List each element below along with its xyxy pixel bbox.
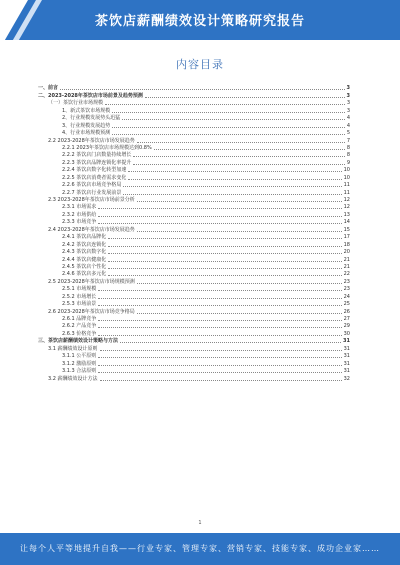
toc-dot-leader <box>100 349 342 351</box>
toc-entry[interactable] <box>38 316 350 323</box>
toc-dot-leader <box>98 319 341 321</box>
toc-entry[interactable] <box>38 226 350 233</box>
toc-entry[interactable] <box>38 115 350 122</box>
toc-dot-leader <box>128 170 341 172</box>
toc-entry[interactable] <box>38 278 350 285</box>
toc-entry-page: 31 <box>343 360 350 367</box>
toc-dot-leader <box>128 178 341 180</box>
toc-entry-page: 10 <box>343 167 350 174</box>
toc-entry-page: 25 <box>343 301 350 308</box>
toc-dot-leader <box>98 215 341 217</box>
toc-dot-leader <box>154 148 345 150</box>
footer-slogan: 让每个人平等地提升自我——行业专家、管理专家、营销专家、技能专家、成功企业家…… <box>20 544 380 553</box>
toc-entry[interactable] <box>38 100 350 107</box>
toc-entry[interactable] <box>38 323 350 330</box>
toc-entry-title: 2.5 2023-2028年茶饮店市场规模预测 <box>48 278 135 285</box>
toc-entry-page: 27 <box>343 316 350 322</box>
toc-entry-title: 2.2.2 茶饮店门店数量持续增长 <box>62 152 132 159</box>
toc-entry-title: 2.5.2 市场增长 <box>62 293 97 300</box>
toc-dot-leader <box>145 96 345 98</box>
toc-entry[interactable] <box>38 107 350 114</box>
toc-entry-page: 11 <box>343 189 350 196</box>
toc-entry-page: 20 <box>343 249 350 256</box>
toc-entry[interactable] <box>38 241 350 248</box>
toc-entry[interactable] <box>38 219 350 226</box>
toc-dot-leader <box>98 326 341 328</box>
toc-dot-leader <box>137 230 342 232</box>
toc-entry-title: 2.2.4 茶饮店数字化转型加速 <box>62 167 127 174</box>
toc-entry-page: 3 <box>346 85 350 92</box>
toc-entry-title: 2.3 2023-2028年茶饮店市场前景分析 <box>48 197 135 203</box>
toc-entry[interactable] <box>38 375 350 382</box>
toc-entry-title: 2.4.1 茶饮店品牌化 <box>62 234 107 241</box>
toc-entry-title: 三、茶饮店薪酬绩效设计策略与方法 <box>38 338 119 345</box>
toc-dot-leader <box>137 282 342 284</box>
toc-dot-leader <box>112 133 345 135</box>
toc-entry-title: 4、行业市场规模预测 <box>62 130 111 137</box>
toc-entry-page: 18 <box>343 241 350 248</box>
toc-dot-leader <box>112 111 345 113</box>
toc-entry[interactable] <box>38 189 350 196</box>
toc-dot-leader <box>100 379 342 381</box>
toc-entry[interactable] <box>38 286 350 293</box>
toc-entry[interactable] <box>38 264 350 271</box>
toc-entry[interactable] <box>38 152 350 159</box>
toc-entry-page: 29 <box>343 323 350 330</box>
toc-entry-page: 22 <box>343 271 350 278</box>
page-number: 1 <box>198 520 202 526</box>
toc-dot-leader <box>123 185 341 187</box>
toc-entry-title: 2.3.3 市场竞争 <box>62 219 97 226</box>
toc-entry-page: 31 <box>343 345 350 352</box>
toc-entry-page: 3 <box>346 107 350 114</box>
toc-entry-title: 2.4.3 茶饮店数字化 <box>62 249 107 256</box>
toc-entry-title: 2.4.5 茶饮店个性化 <box>62 263 107 270</box>
toc-entry-page: 4 <box>346 115 350 122</box>
toc-entry[interactable] <box>38 211 350 218</box>
toc-dot-leader <box>98 207 341 209</box>
toc-entry[interactable] <box>38 249 350 256</box>
toc-dot-leader <box>112 126 345 128</box>
toc-entry-title: 2.2.5 茶饮店消费者需求变化 <box>62 174 127 181</box>
toc-dot-leader <box>108 252 341 254</box>
toc-entry-page: 26 <box>343 308 350 315</box>
toc-entry-page: 32 <box>343 375 350 382</box>
toc-entry-page: 21 <box>343 256 350 263</box>
toc-entry[interactable] <box>38 92 350 99</box>
toc-dot-leader <box>105 103 345 105</box>
toc-entry[interactable] <box>38 338 350 345</box>
toc-entry-title: 1、新式茶饮市场规模 <box>62 107 111 114</box>
toc-entry-title: 2、行业规模发展势头迅猛 <box>62 115 121 122</box>
toc-dot-leader <box>98 297 341 299</box>
toc-entry-title: 2.5.1 市场规模 <box>62 286 97 293</box>
toc-entry[interactable] <box>38 85 350 92</box>
toc-entry-title: 2.6.3 价格竞争 <box>62 330 97 337</box>
table-of-contents <box>38 85 350 383</box>
toc-dot-leader <box>108 260 341 262</box>
toc-entry-title: 2.5.3 市场前景 <box>62 301 97 308</box>
toc-entry-title: （一）茶饮行业市场规模 <box>48 100 104 107</box>
toc-entry-title: 3、行业规模发展趋势 <box>62 122 111 129</box>
toc-entry-page: 4 <box>346 122 350 129</box>
toc-entry-page: 17 <box>343 234 350 241</box>
toc-entry-title: 2.6.1 品牌竞争 <box>62 316 97 322</box>
toc-entry[interactable] <box>38 159 350 166</box>
toc-entry[interactable] <box>38 204 350 211</box>
toc-entry-page: 5 <box>346 130 350 137</box>
toc-entry[interactable] <box>38 174 350 181</box>
toc-entry-page: 31 <box>343 338 350 345</box>
toc-dot-leader <box>108 237 341 239</box>
toc-entry[interactable] <box>38 256 350 263</box>
toc-heading: 内容目录 <box>176 58 224 71</box>
toc-dot-leader <box>123 193 341 195</box>
toc-dot-leader <box>98 371 341 373</box>
toc-entry[interactable] <box>38 360 350 367</box>
toc-entry-page: 3 <box>346 92 350 99</box>
toc-entry[interactable] <box>38 122 350 129</box>
toc-dot-leader <box>137 141 345 143</box>
toc-entry-title: 2.2.1 2023年茶饮店市场规模达到0.8% <box>62 144 152 151</box>
toc-entry-page: 9 <box>346 159 350 166</box>
toc-entry[interactable] <box>38 293 350 300</box>
header-banner <box>0 0 400 40</box>
toc-entry-page: 24 <box>343 293 350 300</box>
toc-entry-page: 7 <box>346 137 350 144</box>
toc-entry[interactable] <box>38 368 350 375</box>
toc-entry[interactable] <box>38 330 350 337</box>
toc-entry-page: 13 <box>343 211 350 218</box>
toc-entry-page: 8 <box>346 144 350 151</box>
toc-dot-leader <box>137 312 342 314</box>
toc-entry[interactable] <box>38 130 350 137</box>
toc-entry-page: 23 <box>343 278 350 285</box>
toc-entry-title: 2.4.2 茶饮店连锁化 <box>62 241 107 248</box>
toc-entry-title: 2.2.7 茶饮店行业发展前景 <box>62 189 122 196</box>
toc-dot-leader <box>108 245 341 247</box>
toc-entry[interactable] <box>38 145 350 152</box>
toc-entry-title: 3.2 薪酬绩效设计方法 <box>48 375 98 382</box>
toc-dot-leader <box>98 356 341 358</box>
toc-entry-page: 31 <box>343 353 350 360</box>
toc-dot-leader <box>98 364 341 366</box>
toc-entry-page: 30 <box>343 330 350 337</box>
document-title: 茶饮店薪酬绩效设计策略研究报告 <box>94 14 305 29</box>
toc-entry-page: 23 <box>343 286 350 293</box>
toc-dot-leader <box>137 200 342 202</box>
toc-entry-page: 3 <box>346 100 350 107</box>
toc-entry-title: 一、前言 <box>38 85 59 92</box>
toc-dot-leader <box>122 118 345 120</box>
toc-entry[interactable] <box>38 308 350 315</box>
toc-entry-title: 2.4.4 茶饮店健康化 <box>62 256 107 263</box>
toc-entry-page: 11 <box>343 182 350 189</box>
toc-dot-leader <box>120 341 341 343</box>
toc-entry-title: 2.6 2023-2028年茶饮店市场竞争格局 <box>48 308 135 315</box>
toc-entry[interactable] <box>38 197 350 204</box>
toc-entry-title: 2.2 2023-2028年茶饮店市场发展趋势 <box>48 137 135 144</box>
toc-dot-leader <box>108 274 341 276</box>
toc-entry-title: 二、2023-2028年茶饮店市场前景及趋势预测 <box>38 92 143 99</box>
toc-dot-leader <box>98 222 341 224</box>
toc-dot-leader <box>108 267 341 269</box>
toc-dot-leader <box>98 334 341 336</box>
toc-dot-leader <box>60 88 345 90</box>
toc-entry[interactable] <box>38 353 350 360</box>
toc-entry-title: 2.3.2 市场供给 <box>62 211 97 218</box>
toc-dot-leader <box>133 155 344 157</box>
toc-entry-title: 2.6.2 产品竞争 <box>62 323 97 330</box>
toc-entry[interactable] <box>38 137 350 144</box>
toc-entry-page: 10 <box>343 174 350 181</box>
toc-entry[interactable] <box>38 182 350 189</box>
toc-entry-title: 2.2.3 茶饮店品牌连锁化率提升 <box>62 159 132 166</box>
toc-entry-title: 2.2.6 茶饮店市场竞争格局 <box>62 182 122 189</box>
footer-banner <box>0 533 400 565</box>
toc-entry-title: 3.1 薪酬绩效设计原则 <box>48 345 98 352</box>
toc-entry[interactable] <box>38 167 350 174</box>
toc-entry-title: 3.1.2 激励原则 <box>62 360 97 367</box>
toc-dot-leader <box>133 163 344 165</box>
toc-entry-page: 31 <box>343 368 350 375</box>
toc-entry[interactable] <box>38 234 350 241</box>
toc-entry-page: 8 <box>346 152 350 159</box>
toc-entry-page: 12 <box>343 197 350 203</box>
toc-entry-page: 14 <box>343 219 350 226</box>
toc-entry[interactable] <box>38 345 350 352</box>
toc-entry-title: 2.4.6 茶饮店多元化 <box>62 271 107 278</box>
toc-entry-page: 12 <box>343 204 350 211</box>
toc-entry-page: 15 <box>343 226 350 233</box>
toc-dot-leader <box>98 304 341 306</box>
toc-entry-title: 3.1.1 公平原则 <box>62 353 97 360</box>
toc-entry[interactable] <box>38 271 350 278</box>
toc-entry-title: 3.1.3 合法原则 <box>62 368 97 375</box>
toc-entry-title: 2.3.1 市场需求 <box>62 204 97 211</box>
toc-entry-title: 2.4 2023-2028年茶饮店市场发展趋势 <box>48 226 135 233</box>
toc-entry[interactable] <box>38 301 350 308</box>
toc-dot-leader <box>98 289 341 291</box>
toc-entry-page: 21 <box>343 263 350 270</box>
